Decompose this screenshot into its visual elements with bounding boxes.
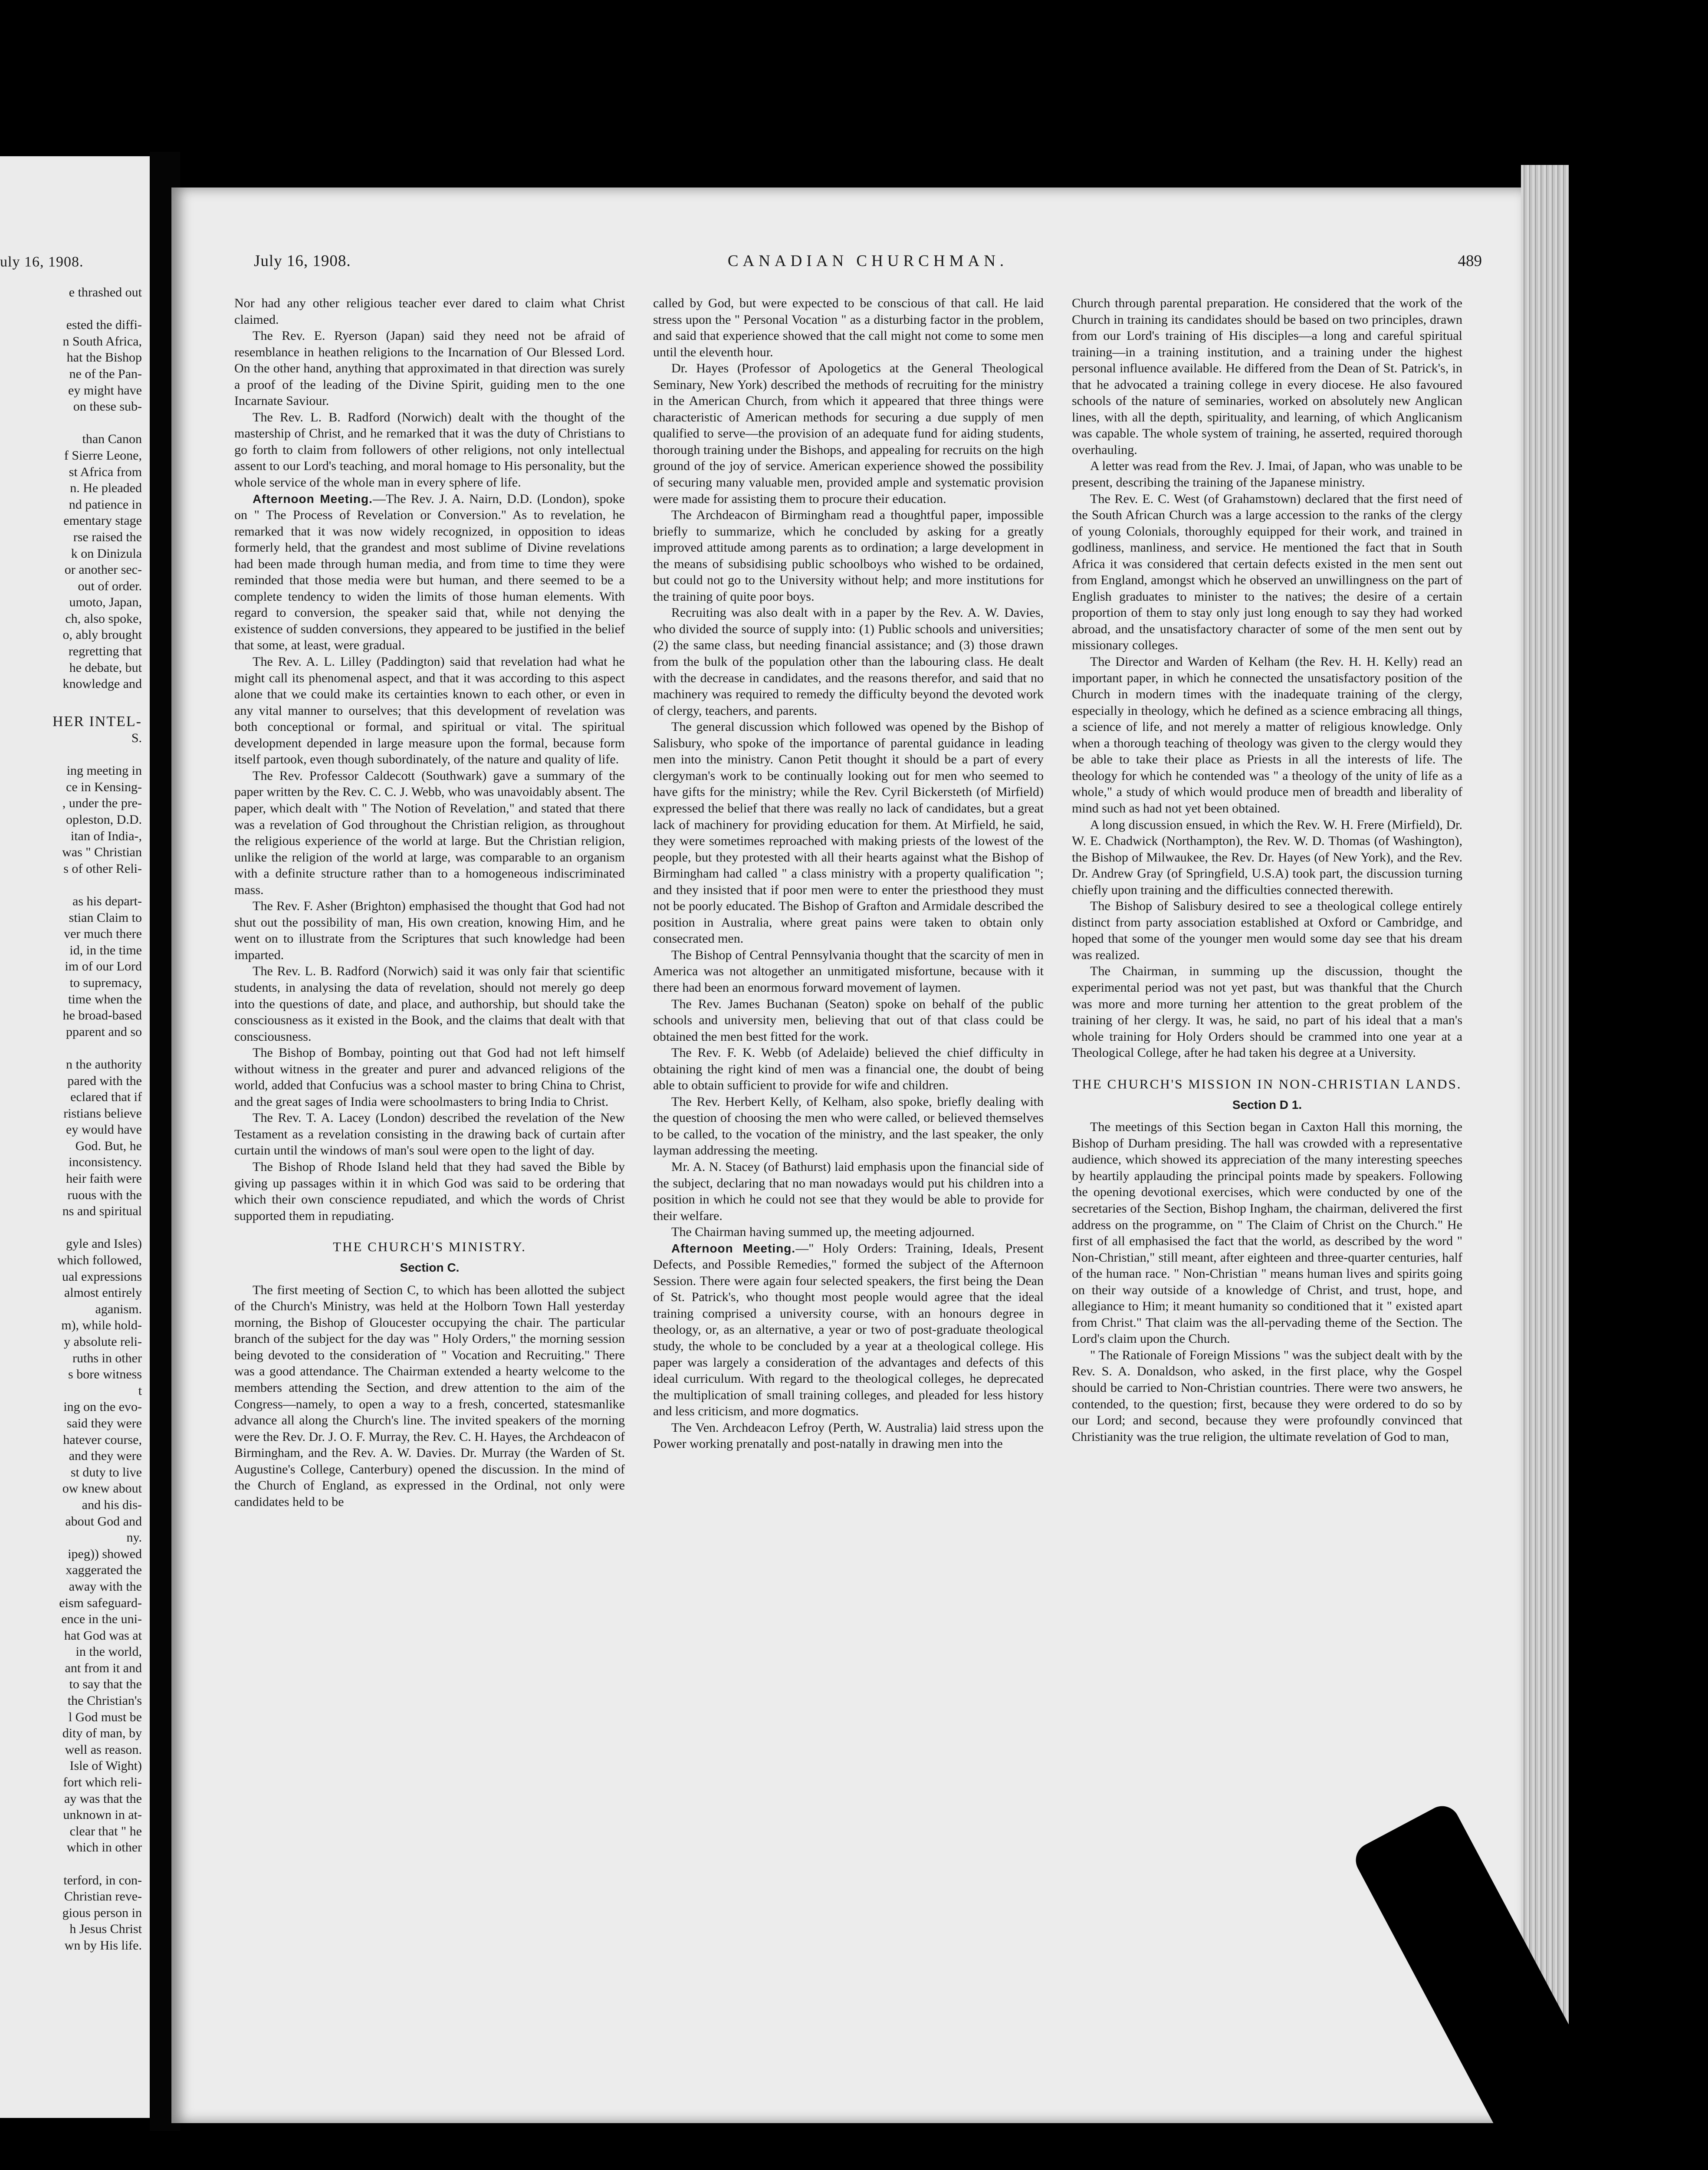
previous-page-line: ence in the uni- [61,1612,142,1627]
previous-page-line: im of our Lord [65,959,142,974]
previous-page-line: he debate, but [69,660,142,675]
previous-page-line: God. But, he [75,1138,142,1153]
previous-page-line: n the authority [66,1057,142,1072]
paragraph: The Rev. L. B. Radford (Norwich) said it was only fair that scientific students, in analysing the data of revelation, should not merely go deep into the questions of date, and place, and authorship, but should take the consciousness as it existed in the Book, and the claims that dealt with that consciousness. [234,964,625,1044]
previous-page-line: hatever course, [63,1432,142,1447]
paragraph: The first meeting of Section C, to which has been allotted the subject of the Church's Ministry, was held at the Holborn Town Hall yesterday morning, the Bishop of Gloucester occupying the chair. The particular branch of the subject for the day was " Holy Orders," the morning session being devoted to the consideration of " Vocation and Recruiting." There was a good attendance. The Chairman extended a hearty welcome to the members attending the Section, and drew attention to the aim of the Congress—namely, to open a way to a fresh, concerted, statesmanlike advance all along the Church's line. The invited speakers of the morning were the Rev. Dr. J. O. F. Murray, the Rev. C. H. Hayes, the Archdeacon of Birmingham, and the Rev. A. W. Davies. Dr. Murray (the Warden of St. Augustine's College, Canterbury) opened the discussion. In the mind of the Church of England, as expressed in the Ordinal, not only were candidates held to be [234,1282,625,1509]
paragraph: The meetings of this Section began in Caxton Hall this morning, the Bishop of Durham presiding. The hall was crowded with a representative audience, which showed its appreciation of the many interesting speeches by heartily applauding the principal points made by speakers. Following the opening devotional exercises, which were conducted by one of the secretaries of the Section, Bishop Ingham, the chairman, delivered the first address on the programme, on " The Claim of Christ on the Church." He first of all emphasised the fact that the world, as described by the word " Non-Christian," still meant, after eighteen and three-quarter centuries, half of the human race. " Non-Christian " means human lives and spirits going on their way outside of a knowledge of Christ, and trust, hope, and allegiance to Him; it meant humanity so conditioned that it " existed apart from Christ." That claim was the all-pervading theme of the Section. The Lord's claim upon the Church. [1072,1120,1462,1346]
page-header [254,252,1482,278]
previous-page-line: in the world, [76,1644,142,1659]
publication-title: CANADIAN CHURCHMAN. [727,252,1008,270]
column-2 [653,295,1044,1452]
previous-page-line: wn by His life. [64,1938,142,1953]
paragraph: Church through parental preparation. He considered that the work of the Church in training its candidates should be based on two principles, drawn from our Lord's training of His disciples—a long and careful spiritual training—in a training institution, and a training under the highest personal influence available. He differed from the Dean of St. Patrick's, in that he advocated a training college in every diocese. He also favoured schools of the nature of seminaries, worked on absolutely new Anglican lines, with all the depth, spirituality, and learning, of which Anglicanism was capable. The whole system of training, he asserted, required thorough overhauling. [1072,296,1462,457]
previous-page-line: ne of the Pan- [69,366,142,381]
paragraph: A letter was read from the Rev. J. Imai, of Japan, who was unable to be present, describing the training of the Japanese ministry. [1072,459,1462,490]
previous-page-line: ver much there [64,927,142,941]
previous-page [0,156,150,2118]
previous-page-header: uly 16, 1908. [0,254,84,270]
previous-page-line: eism safeguard- [59,1595,142,1610]
previous-page-line: Isle of Wight) [69,1759,142,1773]
previous-page-line: the Christian's [67,1693,142,1708]
paragraph: called by God, but were expected to be conscious of that call. He laid stress upon the " Personal Vocation " as a disturbing factor in the problem, and said that experience showed that the call might not come to some men until the eleventh hour. [653,296,1044,359]
previous-page-line: and they were [69,1449,142,1463]
page-date: July 16, 1908. [254,252,351,270]
previous-page-line: o, ably brought [62,628,142,642]
paragraph: The Director and Warden of Kelham (the Rev. H. H. Kelly) read an important paper, in which he connected the unsatisfactory position of the Church in modern times with the inadequate training of the clergy, especially in theology, which he defined as a science embracing all things, a science of life, and not merely a matter of religious knowledge. Only when a thorough teaching of theology was given to the clergy would they be able to take their place as Priests in all the interests of life. The theology for which he contended was " a theology of the unity of life as a whole," a study of which would produce men of breadth and liberality of mind such as had not yet been obtained. [1072,654,1462,815]
previous-page-line: almost entirely [64,1286,142,1300]
paragraph: The Chairman, in summing up the discussion, thought the experimental period was not yet past, but was thankful that the Church was more and more turning her attention to the great problem of the training of her clergy. It was, he said, no part of his ideal that a man's whole training for Holy Orders should be crammed into one year at a Theological College, after he had taken his degree at a University. [1072,964,1462,1060]
paragraph: The Rev. A. L. Lilley (Paddington) said that revelation had what he might call its phenomenal aspect, and that it was according to this aspect alone that we could make its certainties known to each other, or even in any vital manner to ourselves; that this development of revelation was both conceptional or formal, and spiritual or vital. The spiritual development depended in large measure upon the formal, because form itself partook, even though subordinately, of the nature and quality of life. [234,654,625,767]
previous-page-line: to supremacy, [69,975,142,990]
previous-page-line: and his dis- [82,1497,142,1512]
previous-page-line: Christian reve- [64,1889,142,1904]
previous-page-line: hat the Bishop [66,350,142,365]
previous-page-line: n South Africa, [62,334,142,349]
column-1 [234,295,625,1510]
previous-page-line [0,1220,142,1236]
previous-page-line: y absolute reli- [64,1335,142,1349]
previous-page-line: he broad-based [62,1008,142,1023]
previous-page-line: terford, in con- [63,1873,142,1887]
previous-page-line: ant from it and [65,1660,142,1675]
previous-page-line: inconsistency. [69,1155,142,1170]
previous-page-line: to say that the [69,1677,142,1692]
previous-page-line: well as reason. [65,1742,142,1757]
previous-page-line: ruous with the [67,1187,142,1202]
paragraph-text: —" Holy Orders: Training, Ideals, Present Defects, and Possible Remedies," formed the subject of the Afternoon Session. There were again four selected speakers, the first being the Dean of St. Patrick's, who thought most people would agree that the ideal training comprised a university course, with an honours degree in theology, or, as an alternative, a year or two of post-graduate theological study, the whole to be concluded by a year at a theological college. His paper was largely a consideration of the advantages and defects of this ideal curriculum. With regard to the theological colleges, he deprecated the multiplication of small training colleges, and pleaded for less history and less criticism, and more dogmatics. [653,1241,1044,1419]
section-subheading: Section D 1. [1232,1098,1302,1111]
previous-page-line: eclared that if [70,1090,142,1105]
section-heading: THE CHURCH'S MISSION IN NON-CHRISTIAN LANDS. [1072,1076,1462,1092]
paragraph: The Rev. T. A. Lacey (London) described the revelation of the New Testament as a revelation consisting in the drawing back of curtain after curtain until the windows of man's soul were open to the light of day. [234,1111,625,1158]
paragraph: Dr. Hayes (Professor of Apologetics at the General Theological Seminary, New York) described the methods of recruiting for the ministry in the American Church, from which it appeared that three things were characteristic of American methods for securing a due supply of men qualified to serve—the provision of an adequate fund for aiding students, thorough training under the Bishops, and appealing for recruits on the high ground of the joy of service. American experience showed the possibility of securing many valuable men, provided ample and systematic provision were made for assisting them to procure their education. [653,361,1044,506]
previous-page-line: f Sierre Leone, [64,448,142,463]
paragraph: The Rev. E. Ryerson (Japan) said they need not be afraid of resemblance in heathen religions to the Incarnation of Our Blessed Lord. On the other hand, anything that approximated in that direction was surely a proof of the leading of the Divine Spirit, guiding men to the one Incarnate Saviour. [234,329,625,408]
previous-page-line: which in other [66,1840,142,1855]
previous-page-text [0,254,142,1954]
previous-page-line: ey might have [68,383,142,398]
previous-page-line: pared with the [67,1073,142,1088]
previous-page-line: hat God was at [64,1628,142,1643]
previous-page-line: on these sub- [73,399,142,414]
previous-page-line: m), while hold- [61,1318,142,1333]
paragraph: Mr. A. N. Stacey (of Bathurst) laid emphasis upon the financial side of the subject, declaring that no man nowadays would put his children into a position in which he could not see that they would be able to provide for their welfare. [653,1159,1044,1223]
paragraph: The Bishop of Rhode Island held that they had saved the Bible by giving up passages within it in which God was said to be ordering that which their own conscience repudiated, and which the words of Christ supported them in repudiating. [234,1159,625,1223]
paragraph: The Rev. Professor Caldecott (Southwark) gave a summary of the paper written by the Rev. C. C. J. Webb, who was unavoidably absent. The paper, which dealt with " The Notion of Revelation," and stated that there was a revelation of God throughout the Christian religion, as throughout the religious experience of the world at large. But the Christian religion, unlike the religion of the world at large, was comparable to an organism with a definite structure rather than to a homogeneous indiscriminated mass. [234,768,625,897]
previous-page-line: e thrashed out [69,285,142,299]
previous-page-line: ch, also spoke, [65,611,142,626]
previous-page-line: ruths in other [72,1351,142,1365]
previous-page-line: ested the diffi- [66,318,142,332]
previous-page-line: ow knew about [62,1481,142,1496]
previous-page-line: s bore witness [68,1367,142,1382]
paragraph: The Rev. E. C. West (of Grahamstown) declared that the first need of the South African Church was a large accession to the ranks of the clergy of young Colonials, thoroughly equipped for their work, and trained in godliness, manliness, and service. He mentioned the fact that in South Africa it was considered that certain defects existed in the men sent out from England, amongst which he observed an unwillingness on the part of English graduates to minister to the natives; the desire of a certain proportion of them to stay only just long enough to say they had worked abroad, and the unsatisfactory character of some of the men sent out by missionary colleges. [1072,491,1462,653]
column-3 [1072,295,1462,1445]
previous-page-line: dity of man, by [62,1726,142,1741]
previous-page-line: ce in Kensing- [66,779,142,794]
paragraph: The Rev. L. B. Radford (Norwich) dealt with the thought of the mastership of Christ, and he remarked that it was the duty of Christians to go forth to claim from followers of other religions, not only intellectual assent to our Lord's teaching, and moral homage to His personality, but the whole service of the whole man in every sphere of life. [234,410,625,490]
previous-page-line: ns and spiritual [62,1204,142,1219]
previous-page-line: ual expressions [62,1269,142,1284]
previous-page-line: away with the [69,1579,142,1594]
previous-page-line: itan of India-, [70,829,142,843]
section-subheading: Section C. [400,1261,460,1275]
previous-page-line: fort which reli- [63,1775,142,1790]
previous-page-line: gyle and Isles) [66,1236,142,1251]
paragraph: Nor had any other religious teacher ever dared to claim what Christ claimed. [234,296,625,327]
paragraph: The Rev. F. Asher (Brighton) emphasised the thought that God had not shut out the possibility of man, His own creation, knowing Him, and he went on to illustrate from the Scriptures that such knowledge had been imparted. [234,899,625,962]
previous-page-line: time when the [68,992,142,1006]
previous-page-line: ristians believe [63,1106,142,1121]
page-number: 489 [1458,252,1482,270]
previous-page-line: pparent and so [66,1024,142,1039]
previous-page-line: n. He pleaded [70,481,142,496]
previous-page-line: regretting that [68,644,142,659]
previous-page-line: rse raised the [73,529,142,544]
run-in-heading: Afternoon Meeting. [253,492,373,506]
paragraph: The Bishop of Salisbury desired to see a theological college entirely distinct from party association established at Oxford or Cambridge, and hoped that some of the younger men would some day see that his dream was realized. [1072,899,1462,962]
paragraph: " The Rationale of Foreign Missions " was the subject dealt with by the Rev. S. A. Donaldson, who asked, in the first place, why the Gospel should be carried to Non-Christian countries. There were two answers, he contended, to the question; first, because they were ordered to do so by our Lord; and second, because they were profoundly convinced that Christianity was the true religion, the ultimate revelation of God to man, [1072,1348,1462,1444]
previous-page-line: k on Dinizula [71,546,142,561]
previous-page-line: ay was that the [64,1791,142,1806]
previous-page-line: umoto, Japan, [69,595,142,610]
previous-page-line [0,1856,142,1872]
previous-page-line: t [138,1383,142,1398]
previous-page-line [0,877,142,893]
previous-page-line: ny. [126,1530,142,1545]
previous-page-line: , under the pre- [62,796,142,811]
paragraph: A long discussion ensued, in which the Rev. W. H. Frere (Mirfield), Dr. W. E. Chadwick (Northampton), the Rev. W. D. Thomas (of Washington), the Bishop of Milwaukee, the Rev. Dr. Hayes (of New York), and the Rev. Dr. Andrew Gray (of Springfield, U.S.A) took part, the discussion turning chiefly upon training and the difficulties connected therewith. [1072,817,1462,897]
previous-page-line: ing on the evo- [63,1400,142,1414]
paragraph: The Archdeacon of Birmingham read a thoughtful paper, impossible briefly to summarize, which he concluded by asking for a greatly improved attitude among parents as to ordination; a large development in the means of subsidising public schoolboys who wished to be ordained, but could not go to the University without help; and more institutions for the training of quite poor boys. [653,508,1044,604]
previous-page-line: ing meeting in [66,763,142,778]
previous-page-line [0,301,142,317]
previous-page-line: ey would have [66,1122,142,1137]
paragraph [234,491,625,654]
previous-page-line: clear that " he [69,1824,142,1838]
previous-page-line: gious person in [62,1905,142,1920]
previous-page-line: about God and [65,1514,142,1529]
previous-page-line: HER INTEL- [52,713,142,730]
previous-page-line: s of other Reli- [63,861,142,876]
previous-page-line: which followed, [57,1253,142,1268]
previous-page-line: knowledge and [62,677,142,691]
previous-page-line: st duty to live [70,1465,142,1480]
previous-page-line [0,746,142,763]
paragraph: The Rev. James Buchanan (Seaton) spoke on behalf of the public schools and university men, believing that out of that class could be obtained the men best fitted for the work. [653,996,1044,1044]
previous-page-line: h Jesus Christ [69,1922,142,1937]
paragraph: The Bishop of Central Pennsylvania thought that the scarcity of men in America was not altogether an unmitigated misfortune, because with it there had been an enormous forward movement of laymen. [653,947,1044,995]
previous-page-line: as his depart- [72,894,142,908]
previous-page-line: stian Claim to [69,910,142,925]
previous-page-line: l God must be [68,1710,142,1724]
previous-page-line: out of order. [78,579,142,593]
previous-page-line: xaggerated the [66,1563,142,1578]
paragraph: The Rev. Herbert Kelly, of Kelham, also spoke, briefly dealing with the question of choosing the men who were called, or believed themselves to be called, to the vocation of the ministry, and the last speaker, the only layman addressing the meeting. [653,1094,1044,1158]
previous-page-line [0,415,142,431]
previous-page-line: id, in the time [69,943,142,957]
previous-page-line: S. [131,731,142,746]
previous-page-line: ipeg)) showed [68,1546,142,1561]
previous-page-line: unknown in at- [63,1808,142,1822]
paragraph: The Ven. Archdeacon Lefroy (Perth, W. Australia) laid stress upon the Power working prenatally and post-natally in drawing men into the [653,1420,1044,1451]
previous-page-line: than Canon [82,432,142,447]
paragraph: Recruiting was also dealt with in a paper by the Rev. A. W. Davies, who divided the source of supply into: (1) Public schools and universities; (2) the same class, but needing financial assistance; and (3) those drawn from the bulk of the population other than the labouring class. He dealt with the decrease in candidates, and the reasons therefor, and said that no machinery was required to remedy the difficulty beyond the devoted work of clergy, teachers, and parents. [653,605,1044,718]
previous-page-line [0,692,142,709]
previous-page-line: ementary stage [63,513,142,528]
previous-page-line: st Africa from [69,464,142,479]
paragraph: The Rev. F. K. Webb (of Adelaide) believed the chief difficulty in obtaining the right kind of men was a financial one, the doubt of being able to obtain sufficient to provide for wife and children. [653,1046,1044,1093]
paragraph: The Chairman having summed up, the meeting adjourned. [671,1225,975,1240]
previous-page-line: or another sec- [64,562,142,577]
previous-page-line: heir faith were [66,1171,142,1186]
paragraph [653,1240,1044,1420]
previous-page-line: opleston, D.D. [66,812,142,827]
paragraph-text: —The Rev. J. A. Nairn, D.D. (London), spoke on " The Process of Revelation or Conversion." As to revelation, he remarked that it was now widely recognized, in opposition to ideas formerly held, that the grandest and most sublime of Divine revelations had been made through human media, and from time to time they were reminded that those media were but human, and there seemed to be a complete tendency to widen the limits of those human elements. With regard to conversion, the speaker said that, while not denying the existence of sudden conversions, they appeared to be justified in the belief that some, at least, were gradual. [234,491,625,653]
previous-page-line [0,1040,142,1056]
paragraph: The general discussion which followed was opened by the Bishop of Salisbury, who spoke of the importance of parental guidance in leading men into the ministry. Canon Petit thought it should be a part of every clergyman's work to be continually looking out for men who seemed to have gifts for the ministry; while the Rev. Cyril Bickersteth (of Mirfield) expressed the belief that there was really no lack of candidates, but a great lack of machinery for providing education for them. At Mirfield, he said, they were sometimes reproached with making priests of the lowest of the people, but they protested with all their hearts against what the Bishop of Birmingham had called " a class ministry with a property qualification "; and they insisted that if poor men were to enter the priesthood they must not be poorly educated. The Bishop of Grafton and Armidale described the position in Australia, where great pains were taken to obtain only consecrated men. [653,720,1044,946]
page-edges [1521,165,1569,2161]
paragraph: The Bishop of Bombay, pointing out that God had not left himself without witness in the greater and purer and advanced religions of the world, added that Confucius was a school master to bring China to Christ, and the great sages of India were schoolmasters to bring India to Christ. [234,1046,625,1109]
section-heading: THE CHURCH'S MINISTRY. [333,1239,526,1255]
run-in-heading: Afternoon Meeting. [671,1241,796,1255]
previous-page-line: nd patience in [69,497,142,512]
previous-page-line: said they were [66,1416,142,1430]
previous-page-line: was " Christian [62,845,142,860]
newspaper-page [171,187,1521,2123]
previous-page-line: aganism. [95,1302,142,1316]
